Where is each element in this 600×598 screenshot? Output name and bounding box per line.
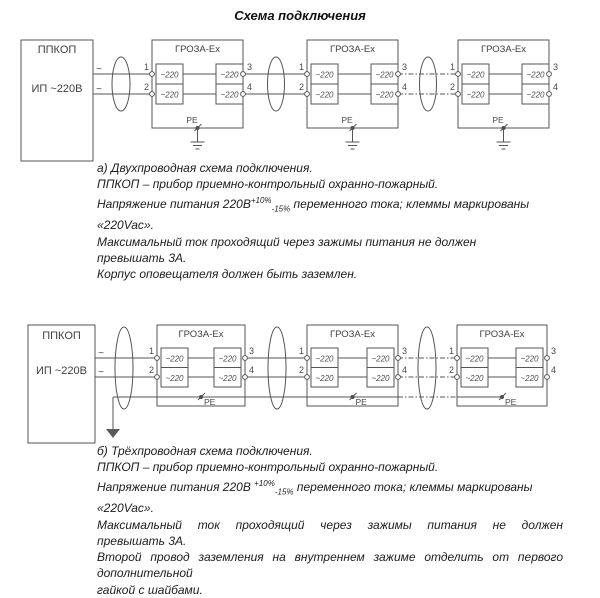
terminal-label: ~220 <box>218 354 237 364</box>
terminal-label: ~220 <box>315 70 334 80</box>
groza-device-2 <box>299 40 407 149</box>
three-wire-diagram <box>0 318 600 446</box>
device-title: ГРОЗА-Ex <box>330 44 375 55</box>
pin-2: 2 <box>449 82 455 92</box>
groza-device-3 <box>450 40 558 149</box>
groza-device-1 <box>144 40 252 149</box>
ppkop-label: ППКОП <box>37 44 77 56</box>
pin-3: 3 <box>551 346 557 356</box>
cable-ellipse <box>420 57 437 111</box>
terminal-label: ~220 <box>220 90 239 100</box>
device-title: ГРОЗА-Ex <box>330 329 375 340</box>
max-current-cont: превышать 3А. <box>97 250 187 265</box>
ground-symbol <box>497 128 511 149</box>
pin-4: 4 <box>551 365 557 375</box>
terminal-marking: «220Vac». <box>97 218 154 233</box>
terminal-label: ~220 <box>375 70 394 80</box>
ac-symbol: ~ <box>96 64 102 75</box>
terminal-label: ~220 <box>520 374 539 383</box>
pe-label: PE <box>341 115 353 125</box>
terminal-label: ~220 <box>371 354 390 364</box>
second-ground-wire-note: Второй провод заземления на внутреннем зажиме отделить от первого <box>97 550 563 565</box>
terminal-label: ~220 <box>165 374 184 383</box>
terminal-label: ~220 <box>371 374 390 383</box>
page-title: Схема подключения <box>234 8 366 23</box>
terminal-label: ~220 <box>466 70 485 80</box>
cable-ellipse <box>268 57 285 111</box>
ground-symbol <box>346 128 360 149</box>
pin-4: 4 <box>247 82 253 92</box>
terminal-label: ~220 <box>160 70 179 80</box>
pin-4: 4 <box>249 365 255 375</box>
notes-two-wire <box>97 160 563 282</box>
pin-2: 2 <box>143 82 149 92</box>
terminal-label: ~220 <box>160 90 179 100</box>
terminal-label: ~220 <box>165 354 184 364</box>
device-title: ГРОЗА-Ex <box>175 44 220 55</box>
max-current-cont: превышать 3А. <box>97 533 187 548</box>
ppkop-label: ППКОП <box>42 330 81 342</box>
pin-2: 2 <box>298 82 304 92</box>
pin-2: 2 <box>448 365 454 375</box>
caption-a: а) Двухпроводная схема подключения. <box>97 161 313 175</box>
max-current-line: Максимальный ток проходящий через зажимы питания не должен <box>97 234 477 249</box>
pin-1: 1 <box>148 346 154 356</box>
voltage-spec-line: Напряжение питания 220В $^{+10\%}_{-15\%}$ переменного тока; клеммы маркированы <box>97 478 533 496</box>
device-title: ГРОЗА-Ex <box>481 44 526 55</box>
second-ground-wire-cont: дополнительной <box>97 566 193 581</box>
terminal-label: ~220 <box>465 374 484 383</box>
groza-device-1 <box>149 325 254 407</box>
groza-device-2 <box>299 325 407 407</box>
tolerance-sup: +10% <box>250 195 272 205</box>
ac-symbol: ~ <box>98 367 104 378</box>
terminal-label: ~220 <box>465 354 484 364</box>
device-title: ГРОЗА-Ex <box>479 329 525 340</box>
pin-3: 3 <box>402 62 408 72</box>
earth-arrow-icon <box>106 429 120 438</box>
notes-three-wire <box>97 443 563 598</box>
pe-label: PE <box>186 115 198 125</box>
pe-label: PE <box>505 397 517 407</box>
ppkop-power-label: ИП ~220В <box>36 365 87 377</box>
pe-label: PE <box>355 397 367 407</box>
two-wire-diagram <box>0 36 600 162</box>
ppkop-definition: ППКОП – прибор приемно-контрольный охранно-пожарный. <box>97 177 439 192</box>
terminal-label: ~220 <box>375 90 394 100</box>
tolerance-sub: -15% <box>271 203 291 213</box>
terminal-label: ~220 <box>526 90 545 100</box>
ppkop-power-label: ИП ~220В <box>31 83 83 95</box>
pin-1: 1 <box>143 62 149 72</box>
terminal-label: ~220 <box>315 374 334 383</box>
cable-ellipse <box>112 57 130 111</box>
pe-label: PE <box>492 115 504 125</box>
terminal-label: ~220 <box>218 374 237 383</box>
pin-2: 2 <box>148 365 154 375</box>
terminal-label: ~220 <box>520 354 539 364</box>
groza-device-3 <box>449 325 556 407</box>
tolerance-sub: -15% <box>274 486 294 496</box>
pin-1: 1 <box>298 346 304 356</box>
ppkop-definition: ППКОП – прибор приемно-контрольный охранно-пожарный. <box>97 460 439 475</box>
second-ground-wire-end: гайкой с шайбами. <box>97 582 203 597</box>
ppkop-box <box>28 325 104 443</box>
ac-symbol: ~ <box>96 84 102 95</box>
ac-symbol: ~ <box>98 348 104 359</box>
terminal-label: ~220 <box>220 70 239 80</box>
pin-3: 3 <box>402 346 408 356</box>
grounding-note: Корпус оповещателя должен быть заземлен. <box>97 267 358 282</box>
pin-3: 3 <box>553 62 559 72</box>
terminal-marking: «220Vac». <box>97 501 154 516</box>
pin-4: 4 <box>553 82 559 92</box>
terminal-label: ~220 <box>466 90 485 100</box>
pe-label: PE <box>204 397 216 407</box>
pin-2: 2 <box>298 365 304 375</box>
ppkop-box <box>21 40 102 161</box>
pin-1: 1 <box>298 62 304 72</box>
terminal-label: ~220 <box>315 90 334 100</box>
ground-symbol <box>191 128 205 149</box>
pin-1: 1 <box>448 346 454 356</box>
max-current-line: Максимальный ток проходящий через зажимы питания не должен <box>97 517 563 532</box>
voltage-spec-line: Напряжение питания $220В^{+10\%}_{-15\%}$ переменного тока; клеммы маркированы <box>97 195 530 213</box>
pin-4: 4 <box>402 82 408 92</box>
pin-1: 1 <box>449 62 455 72</box>
pin-3: 3 <box>249 346 255 356</box>
pin-4: 4 <box>402 365 408 375</box>
pin-3: 3 <box>247 62 253 72</box>
pe-wire <box>106 397 502 438</box>
caption-b: б) Трёхпроводная схема подключения. <box>97 444 313 458</box>
device-title: ГРОЗА-Ex <box>178 329 224 340</box>
terminal-label: ~220 <box>526 70 545 80</box>
tolerance-sup: +10% <box>254 478 275 488</box>
terminal-label: ~220 <box>315 354 334 364</box>
